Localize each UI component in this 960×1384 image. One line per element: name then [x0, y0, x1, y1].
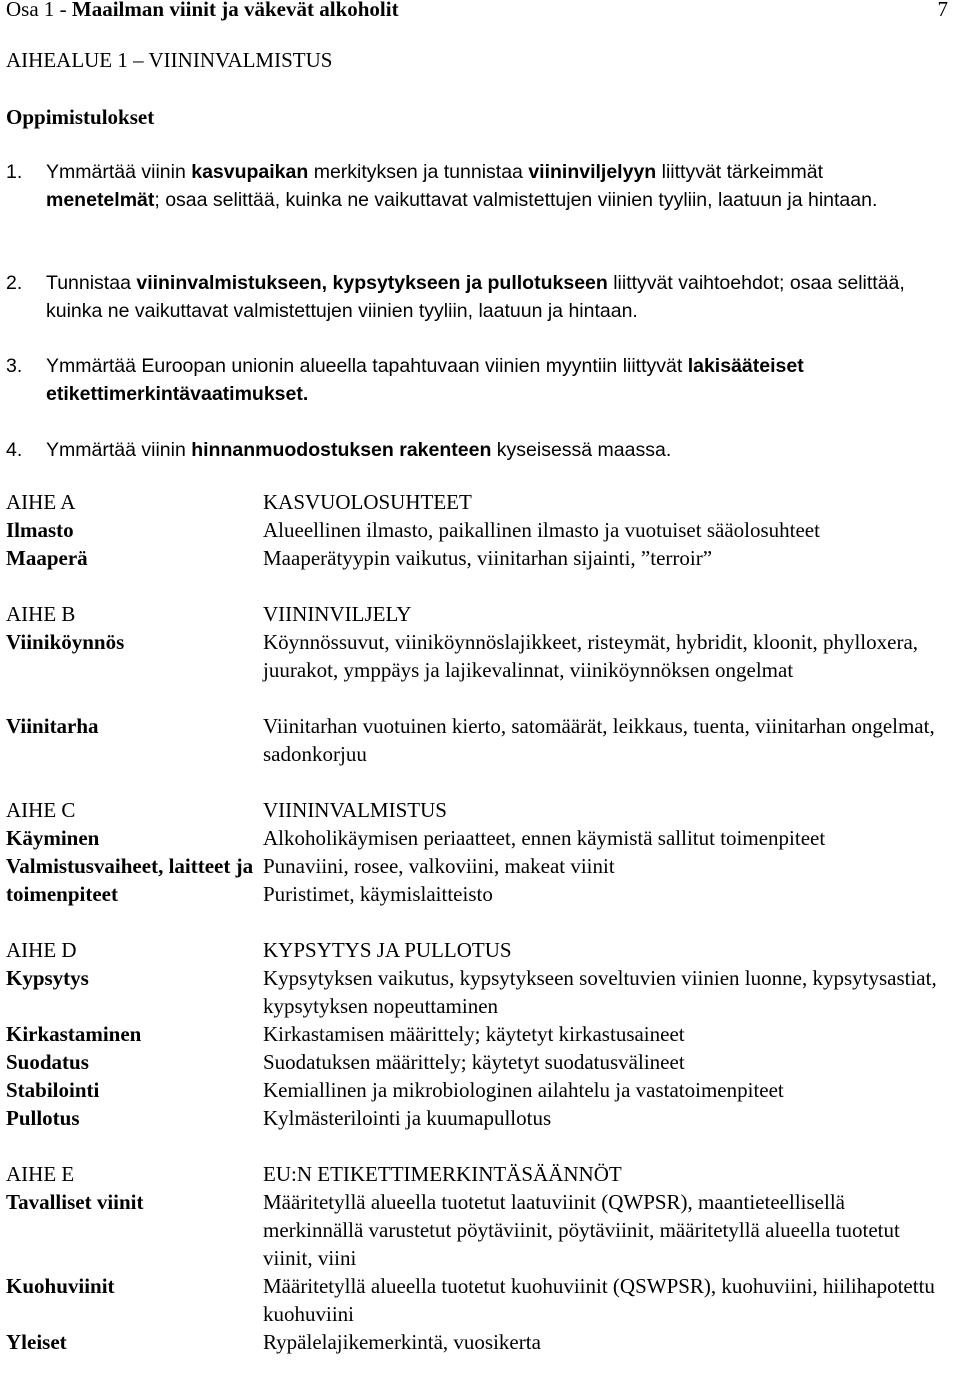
- outcome-text-part: kyseisessä maassa.: [491, 439, 672, 461]
- topic-row-description: Määritetyllä alueella tuotetut laatuviinit (QWPSR), maantieteellisellä merkinnällä varustetut pöytäviinit, pöytäviinit, määritetyllä alueella tuotetut viinit, viini: [263, 1190, 900, 1270]
- topic-row-description: Alueellinen ilmasto, paikallinen ilmasto ja vuotuiset sääolosuhteet: [263, 518, 820, 542]
- topic-title: VIININVILJELY: [263, 602, 412, 626]
- topic-row-label: Kuohuviinit: [6, 1274, 115, 1298]
- topic-row-description: Kylmästerilointi ja kuumapullotus: [263, 1106, 552, 1130]
- outcome-text: [46, 436, 936, 464]
- topic-code: AIHE B: [6, 602, 76, 626]
- topic-row-label: Valmistusvaiheet, laitteet ja toimenpiteet: [6, 854, 254, 906]
- outcome-number: 1.: [6, 161, 23, 183]
- topic-row-description: Kirkastamisen määrittely; käytetyt kirkastusaineet: [263, 1022, 685, 1046]
- topics-table: [6, 488, 951, 1384]
- topic-row-label: Yleiset: [6, 1330, 67, 1354]
- topic-row-description: Alkoholikäymisen periaatteet, ennen käymistä sallitut toimenpiteet: [263, 826, 826, 850]
- topic-block: [6, 796, 951, 908]
- page-header: [6, 0, 948, 24]
- topic-row-description: Maaperätyypin vaikutus, viinitarhan sijainti, ”terroir”: [263, 546, 713, 570]
- topic-row-label: Viinitarha: [6, 714, 99, 738]
- outcomes-heading: Oppimistulokset: [6, 105, 155, 129]
- topic-row-description: Suodatuksen määrittely; käytetyt suodatusvälineet: [263, 1050, 685, 1074]
- topic-row-label: Kirkastaminen: [6, 1022, 142, 1046]
- topic-title: KASVUOLOSUHTEET: [263, 490, 472, 514]
- row-gap: [6, 684, 943, 712]
- topic-row-label: Viiniköynnös: [6, 630, 125, 654]
- topic-title: KYPSYTYS JA PULLOTUS: [263, 938, 512, 962]
- outcome-text: [46, 158, 936, 214]
- header-part: Osa 1 -: [6, 0, 72, 21]
- topic-row-label: Kypsytys: [6, 966, 89, 990]
- outcome-keyword: hinnanmuodostuksen rakenteen: [191, 439, 492, 461]
- topic-row-label: Tavalliset viinit: [6, 1190, 144, 1214]
- outcome-text: [46, 352, 936, 408]
- topic-title: VIININVALMISTUS: [263, 798, 447, 822]
- page-number: 7: [937, 0, 948, 21]
- topic-code: AIHE D: [6, 938, 77, 962]
- topic-row-description: Viinitarhan vuotuinen kierto, satomäärät, leikkaus, tuenta, viinitarhan ongelmat, sadonkorjuu: [263, 714, 935, 766]
- topic-row-label: Pullotus: [6, 1106, 80, 1130]
- outcome-number: 2.: [6, 272, 23, 294]
- topic-row-description: Rypälelajikemerkintä, vuosikerta: [263, 1330, 541, 1354]
- topic-code: AIHE E: [6, 1162, 75, 1186]
- topic-row-label: Maaperä: [6, 546, 88, 570]
- topic-block: [6, 1160, 951, 1356]
- topic-row-description: Punaviini, rosee, valkoviini, makeat viinit Puristimet, käymislaitteisto: [263, 854, 615, 906]
- outcome-keyword: viininviljelyyn: [528, 161, 657, 183]
- topic-row-description: Kypsytyksen vaikutus, kypsytykseen soveltuvien viinien luonne, kypsytysastiat, kypsytyksen nopeuttaminen: [263, 966, 937, 1018]
- header-title: Maailman viinit ja väkevät alkoholit: [71, 0, 399, 21]
- outcome-keyword: viininvalmistukseen, kypsytykseen ja pullotukseen: [136, 272, 608, 294]
- topic-row-label: Käyminen: [6, 826, 100, 850]
- outcome-text-part: liittyvät vaihtoehdot; osaa selittää, kuinka ne vaikuttavat valmistettujen viinien tyyliin, laatuun ja hintaan.: [46, 272, 905, 322]
- topic-row-description: Köynnössuvut, viiniköynnöslajikkeet, risteymät, hybridit, kloonit, phylloxera, juurakot, ymppäys ja lajikevalinnat, viiniköynnöksen ongelmat: [263, 630, 919, 682]
- outcome-text-part: liittyvät tärkeimmät: [656, 161, 824, 183]
- unit-title: AIHEALUE 1 – VIININVALMISTUS: [6, 48, 333, 72]
- outcome-item: [6, 269, 936, 325]
- topic-row-description: Määritetyllä alueella tuotetut kuohuviinit (QSWPSR), kuohuviini, hiilihapotettu kuohuviini: [263, 1274, 935, 1326]
- topic-code: AIHE A: [6, 490, 76, 514]
- topic-block: [6, 600, 951, 768]
- outcome-text-part: Ymmärtää Euroopan unionin alueella tapahtuvaan viinien myyntiin liittyvät: [46, 355, 688, 377]
- outcome-item: [6, 158, 936, 214]
- outcome-text-part: Tunnistaa: [46, 272, 137, 294]
- outcome-item: [6, 436, 936, 464]
- outcome-number: 4.: [6, 439, 23, 461]
- outcome-item: [6, 352, 936, 408]
- topic-block: [6, 936, 951, 1132]
- topic-code: AIHE C: [6, 798, 76, 822]
- outcome-text: [46, 269, 936, 325]
- topic-row-label: Suodatus: [6, 1050, 89, 1074]
- outcome-number: 3.: [6, 355, 23, 377]
- outcome-text-part: merkityksen ja tunnistaa: [308, 161, 529, 183]
- topic-title: EU:N ETIKETTIMERKINTÄSÄÄNNÖT: [263, 1162, 622, 1186]
- outcome-text-part: Ymmärtää viinin: [46, 439, 192, 461]
- outcome-text-part: ; osaa selittää, kuinka ne vaikuttavat valmistettujen viinien tyyliin, laatuun ja hintaan.: [154, 189, 878, 211]
- topic-row-label: Ilmasto: [6, 518, 74, 542]
- outcome-keyword: lakisääteiset etikettimerkintävaatimukset.: [46, 355, 804, 405]
- outcome-keyword: kasvupaikan: [191, 161, 309, 183]
- outcome-keyword: menetelmät: [46, 189, 155, 211]
- outcome-text-part: Ymmärtää viinin: [46, 161, 192, 183]
- topic-row-label: Stabilointi: [6, 1078, 100, 1102]
- topic-row-description: Kemiallinen ja mikrobiologinen ailahtelu ja vastatoimenpiteet: [263, 1078, 784, 1102]
- topic-block: [6, 488, 951, 572]
